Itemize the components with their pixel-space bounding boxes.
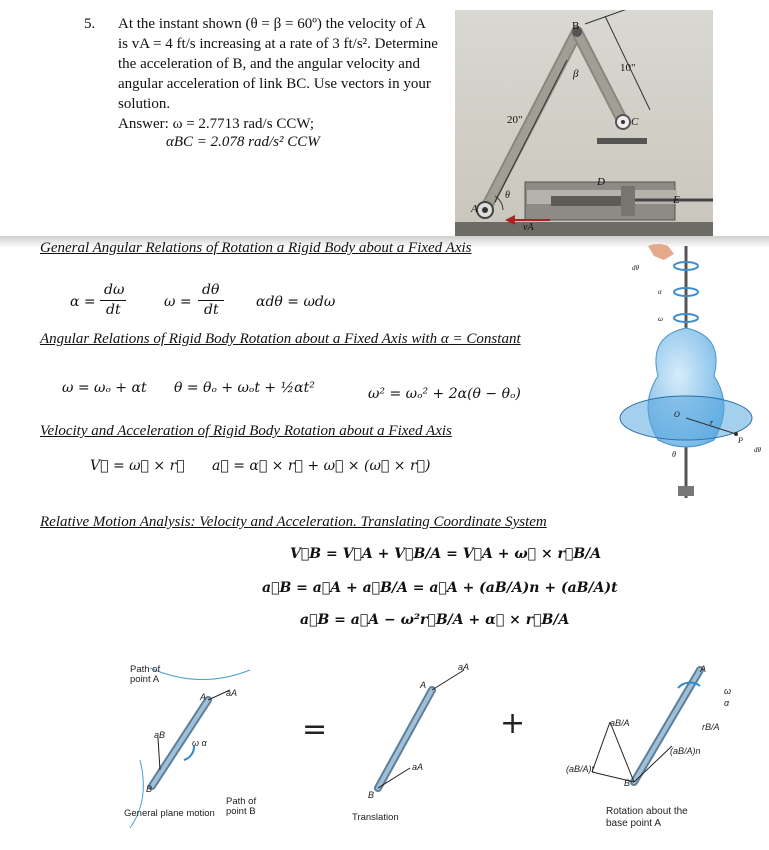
label-aA-trans-bottom: aA (412, 762, 424, 772)
problem-number: 5. (84, 16, 96, 32)
answer-line-1: Answer: ω = 2.7713 rad/s CCW; (118, 116, 315, 132)
section-heading-velacc: Velocity and Acceleration of Rigid Body Rotation about a Fixed Axis (40, 423, 452, 439)
side-label-O: O (674, 410, 680, 419)
label-aBAt: (aB/A)t (566, 764, 595, 774)
label-aBA: aB/A (610, 718, 630, 728)
theta-const-equation: θ = θₒ + ωₒt + ½αt² (174, 380, 315, 396)
relative-acceleration-equation-2: a⃗B = a⃗A − ω²r⃗B/A + α⃗ × r⃗B/A (300, 612, 570, 628)
label-aA-gpm: aA (226, 688, 238, 698)
alpha-dtheta-equation: αdθ = ωdω (256, 294, 336, 310)
label-C: C (631, 116, 639, 128)
label-vA: vA (523, 222, 534, 233)
path-b-line-1: Path of (226, 796, 257, 807)
problem-line: angular acceleration of link BC. Use vectors in your (118, 76, 431, 92)
path-a-line-2: point A (130, 674, 160, 685)
velocity-equation: V⃗ = ω⃗ × r⃗ (90, 458, 185, 474)
label-theta: θ (505, 190, 510, 201)
acceleration-equation: a⃗ = α⃗ × r⃗ + ω⃗ × (ω⃗ × r⃗) (212, 458, 431, 474)
label-10in: 10" (620, 62, 636, 74)
label-A-trans: A (420, 680, 427, 690)
omega-num: dθ (202, 282, 220, 298)
problem-line: solution. (118, 96, 171, 112)
label-A-rot: A (700, 664, 707, 674)
side-label-dtheta2: dθ (754, 446, 761, 454)
caption-general-plane-motion: General plane motion (124, 808, 215, 819)
path-a-line-1: Path of (130, 664, 161, 675)
side-label-omega: ω (658, 315, 663, 323)
label-omega-rot: ω (724, 686, 732, 696)
section-heading-general: General Angular Relations of Rotation a Rigid Body about a Fixed Axis (40, 240, 472, 256)
side-label-alpha: α (658, 288, 662, 296)
problem-line: At the instant shown (θ = β = 60º) the velocity of A (118, 16, 427, 32)
answer-line-2: αBC = 2.078 rad/s² CCW (166, 134, 320, 150)
side-label-dtheta: dθ (632, 264, 639, 272)
label-A: A (471, 203, 478, 215)
section-heading-constant: Angular Relations of Rigid Body Rotation about a Fixed Axis with α = Constant (40, 331, 521, 347)
side-label-theta: θ (672, 450, 676, 459)
label-E: E (673, 194, 680, 206)
plus-sign: + (500, 706, 526, 741)
omega-const-equation: ω = ωₒ + αt (62, 380, 147, 396)
label-omega-alpha-gpm: ω α (192, 738, 207, 748)
label-alpha-rot: α (724, 698, 730, 708)
relative-velocity-equation: V⃗B = V⃗A + V⃗B/A = V⃗A + ω⃗ × r⃗B/A (290, 546, 602, 562)
fraction-bar (198, 300, 224, 301)
label-B-photo: B (572, 20, 580, 32)
label-beta: β (573, 68, 579, 80)
alpha-lhs: α = (70, 294, 96, 310)
problem-line: is vA = 4 ft/s increasing at a rate of 3 ft/s². Determine (118, 36, 438, 52)
label-aBAn: (aB/A)n (670, 746, 701, 756)
path-b-line-2: point B (226, 806, 256, 817)
label-rBA: rB/A (702, 722, 720, 732)
label-D: D (597, 176, 605, 188)
label-A-gpm: A (200, 692, 207, 702)
alpha-den: dt (106, 302, 121, 318)
relative-acceleration-equation-1: a⃗B = a⃗A + a⃗B/A = a⃗A + (aB/A)n + (aB/A)t (262, 580, 618, 596)
rotating-body-drawing (618, 236, 769, 506)
caption-rotation-line-2: base point A (606, 818, 662, 829)
side-label-P: P (738, 436, 743, 445)
caption-rotation-line-1: Rotation about the (606, 806, 688, 817)
alpha-num: dω (104, 282, 125, 298)
omega2-const-equation: ω² = ωₒ² + 2α(θ − θₒ) (368, 386, 521, 402)
problem-statement (84, 14, 454, 114)
mechanism-photo (455, 10, 713, 238)
label-B-trans: B (368, 790, 375, 800)
section-heading-relative: Relative Motion Analysis: Velocity and Acceleration. Translating Coordinate System (40, 514, 547, 530)
omega-lhs: ω = (164, 294, 192, 310)
equals-sign: = (302, 712, 328, 747)
omega-den: dt (204, 302, 219, 318)
problem-line: the acceleration of B, and the angular velocity and (118, 56, 420, 72)
rotating-body-figure (618, 236, 769, 506)
fraction-bar (100, 300, 126, 301)
label-aA-trans-top: aA (458, 662, 470, 672)
side-label-r: r (710, 418, 714, 427)
caption-translation: Translation (352, 812, 399, 823)
translation-drawing (360, 660, 470, 810)
label-B-rot: B (624, 778, 631, 788)
label-aB-gpm: aB (154, 730, 166, 740)
label-B-gpm: B (146, 784, 153, 794)
label-20in: 20" (507, 114, 523, 126)
rotation-drawing (560, 660, 720, 800)
